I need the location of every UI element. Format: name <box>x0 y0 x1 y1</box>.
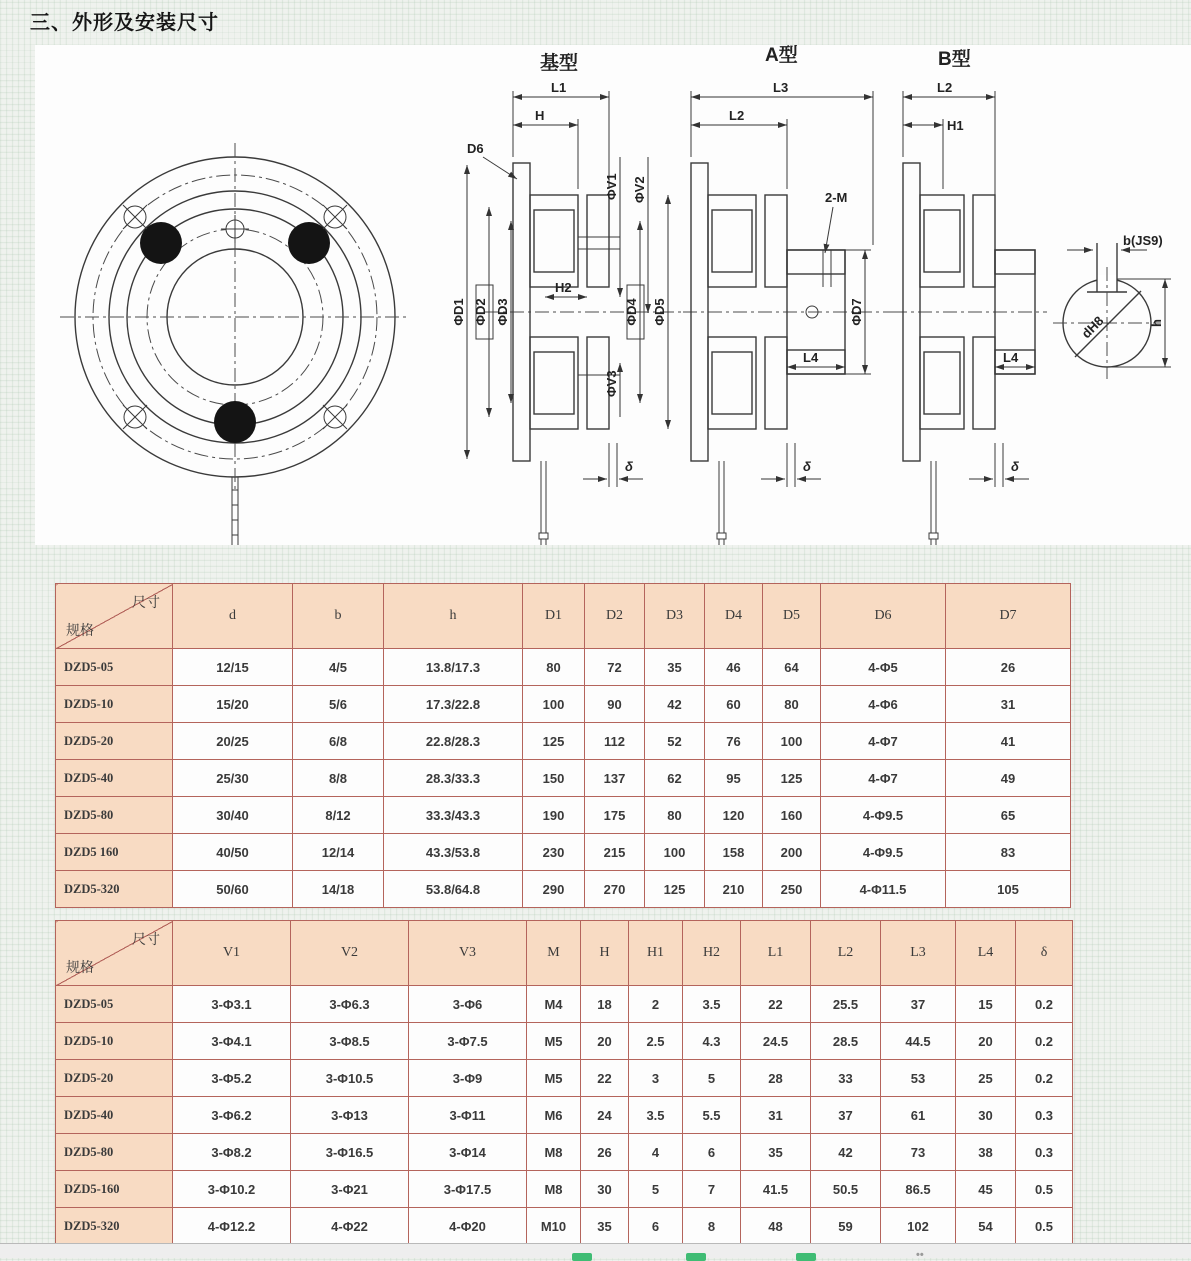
table-row <box>56 1023 1073 1060</box>
dimension-cell: 28.3/33.3 <box>384 760 523 797</box>
row-spec-label: DZD5-160 <box>56 1171 173 1208</box>
dimension-cell: 37 <box>811 1097 881 1134</box>
dimension-cell: 158 <box>705 834 763 871</box>
dimension-cell: 30 <box>956 1097 1016 1134</box>
dimension-cell: 3.5 <box>683 986 741 1023</box>
dim-label-l3: L3 <box>773 80 789 95</box>
column-header: L4 <box>956 921 1016 986</box>
dimension-cell: 230 <box>523 834 585 871</box>
column-header: V2 <box>291 921 409 986</box>
dimension-cell: 54 <box>956 1208 1016 1245</box>
dimension-cell: M10 <box>527 1208 581 1245</box>
row-spec-label: DZD5-320 <box>56 871 173 908</box>
dimension-cell: 0.5 <box>1016 1208 1073 1245</box>
dimension-cell: 4-Φ7 <box>821 723 946 760</box>
footer-bar <box>0 1243 1191 1261</box>
dim-label-v1: ΦV1 <box>604 173 619 200</box>
dim-label-key-d: dH8 <box>1078 313 1107 342</box>
dimension-cell: 20 <box>581 1023 629 1060</box>
a-type-view <box>683 45 893 545</box>
table2-corner-cell <box>56 921 173 986</box>
dimension-cell: 3-Φ6 <box>409 986 527 1023</box>
dimension-cell: 3-Φ10.2 <box>173 1171 291 1208</box>
row-spec-label: DZD5-05 <box>56 649 173 686</box>
dimension-cell: 112 <box>585 723 645 760</box>
dimension-cell: 100 <box>763 723 821 760</box>
dim-label-d6: D6 <box>467 141 484 156</box>
dimension-cell: 40/50 <box>173 834 293 871</box>
dimension-cell: M8 <box>527 1171 581 1208</box>
column-header: L2 <box>811 921 881 986</box>
dim-label-h1: H1 <box>947 118 964 133</box>
table-row <box>56 649 1071 686</box>
dimension-cell: 0.5 <box>1016 1171 1073 1208</box>
dimension-cell: 200 <box>763 834 821 871</box>
dim-label-delta: δ <box>625 459 633 474</box>
column-header: D2 <box>585 584 645 649</box>
table2-header-row <box>56 921 1073 986</box>
dimension-cell: 22 <box>581 1060 629 1097</box>
dim-label-h: H <box>535 108 545 123</box>
dimension-cell: 0.2 <box>1016 1060 1073 1097</box>
dimension-cell: 2.5 <box>629 1023 683 1060</box>
row-spec-label: DZD5-80 <box>56 1134 173 1171</box>
dimension-cell: 15 <box>956 986 1016 1023</box>
dimension-cell: 0.3 <box>1016 1134 1073 1171</box>
dim-label-2m: 2-M <box>825 190 848 205</box>
dimension-cell: 33 <box>811 1060 881 1097</box>
dimension-cell: 2 <box>629 986 683 1023</box>
dimension-cell: 13.8/17.3 <box>384 649 523 686</box>
row-spec-label: DZD5 160 <box>56 834 173 871</box>
dimension-cell: 175 <box>585 797 645 834</box>
dimension-cell: 5/6 <box>293 686 384 723</box>
dimension-cell: 50.5 <box>811 1171 881 1208</box>
row-spec-label: DZD5-20 <box>56 1060 173 1097</box>
column-header: D1 <box>523 584 585 649</box>
dimension-cell: 3-Φ3.1 <box>173 986 291 1023</box>
row-spec-label: DZD5-80 <box>56 797 173 834</box>
footer-green-icon-3[interactable] <box>796 1253 816 1261</box>
dimension-cell: 44.5 <box>881 1023 956 1060</box>
column-header: D3 <box>645 584 705 649</box>
dimension-cell: 26 <box>946 649 1071 686</box>
dimension-cell: 15/20 <box>173 686 293 723</box>
table-row <box>56 1060 1073 1097</box>
dimension-cell: 125 <box>763 760 821 797</box>
dimension-cell: 22 <box>741 986 811 1023</box>
dimension-cell: 4-Φ12.2 <box>173 1208 291 1245</box>
dimension-cell: 4-Φ5 <box>821 649 946 686</box>
dimension-cell: 72 <box>585 649 645 686</box>
dimension-cell: 0.2 <box>1016 1023 1073 1060</box>
dimension-cell: 3-Φ8.5 <box>291 1023 409 1060</box>
dimension-cell: M5 <box>527 1060 581 1097</box>
dimension-cell: 6/8 <box>293 723 384 760</box>
dimension-cell: 80 <box>763 686 821 723</box>
dimension-cell: 105 <box>946 871 1071 908</box>
dim-label-l4-a: L4 <box>803 350 819 365</box>
column-header: D6 <box>821 584 946 649</box>
dimension-cell: 150 <box>523 760 585 797</box>
dimension-cell: 18 <box>581 986 629 1023</box>
dimension-cell: 52 <box>645 723 705 760</box>
dimension-cell: 17.3/22.8 <box>384 686 523 723</box>
dimension-cell: 100 <box>523 686 585 723</box>
table-row <box>56 871 1071 908</box>
column-header: h <box>384 584 523 649</box>
view-title-a: A型 <box>765 45 798 66</box>
dim-label-l4-b: L4 <box>1003 350 1019 365</box>
dimension-cell: 3-Φ7.5 <box>409 1023 527 1060</box>
dimension-cell: 5 <box>629 1171 683 1208</box>
table-row <box>56 1171 1073 1208</box>
corner-label-size: 尺寸 <box>132 594 160 610</box>
dimension-cell: 3-Φ16.5 <box>291 1134 409 1171</box>
dimension-cell: 120 <box>705 797 763 834</box>
dimension-cell: 80 <box>523 649 585 686</box>
row-spec-label: DZD5-40 <box>56 760 173 797</box>
view-title-base: 基型 <box>540 53 579 74</box>
dimension-cell: 42 <box>811 1134 881 1171</box>
base-type-view <box>451 51 687 545</box>
dimension-cell: 4-Φ22 <box>291 1208 409 1245</box>
dimension-cell: 30/40 <box>173 797 293 834</box>
dimension-cell: 3-Φ17.5 <box>409 1171 527 1208</box>
dimension-cell: 8/12 <box>293 797 384 834</box>
dimension-cell: 5.5 <box>683 1097 741 1134</box>
dimension-cell: 3-Φ10.5 <box>291 1060 409 1097</box>
dimension-cell: 12/15 <box>173 649 293 686</box>
dimension-cell: 24 <box>581 1097 629 1134</box>
dim-label-l2-a: L2 <box>729 108 745 123</box>
dimension-cell: 210 <box>705 871 763 908</box>
dimension-cell: 6 <box>683 1134 741 1171</box>
column-header: L1 <box>741 921 811 986</box>
table1-corner-cell <box>56 584 173 649</box>
keyway-detail <box>1053 233 1171 379</box>
dimension-cell: 4-Φ9.5 <box>821 834 946 871</box>
column-header: D4 <box>705 584 763 649</box>
row-spec-label: DZD5-40 <box>56 1097 173 1134</box>
dimension-cell: 76 <box>705 723 763 760</box>
footer-green-icon-2[interactable] <box>686 1253 706 1261</box>
dimension-cell: 5 <box>683 1060 741 1097</box>
column-header: D7 <box>946 584 1071 649</box>
table-row <box>56 686 1071 723</box>
dimension-cell: 3-Φ21 <box>291 1171 409 1208</box>
column-header: d <box>173 584 293 649</box>
dim-label-key-h: h <box>1149 319 1164 327</box>
dim-label-d1: ΦD1 <box>451 298 466 326</box>
dim-label-d4: ΦD4 <box>624 298 639 326</box>
dimension-cell: 190 <box>523 797 585 834</box>
table-row <box>56 1134 1073 1171</box>
dim-label-h2: H2 <box>555 280 572 295</box>
table-row <box>56 834 1071 871</box>
column-header: H <box>581 921 629 986</box>
dimension-cell: 3-Φ5.2 <box>173 1060 291 1097</box>
dimension-cell: 3.5 <box>629 1097 683 1134</box>
dimension-cell: 41 <box>946 723 1071 760</box>
dimension-cell: 45 <box>956 1171 1016 1208</box>
dim-label-d3: ΦD3 <box>495 298 510 326</box>
dimension-cell: 53 <box>881 1060 956 1097</box>
dimension-cell: 215 <box>585 834 645 871</box>
dimension-cell: 28 <box>741 1060 811 1097</box>
dimension-cell: 30 <box>581 1171 629 1208</box>
dimension-cell: M4 <box>527 986 581 1023</box>
table-row <box>56 797 1071 834</box>
dimension-cell: 95 <box>705 760 763 797</box>
dimension-cell: 4.3 <box>683 1023 741 1060</box>
dimension-cell: 270 <box>585 871 645 908</box>
technical-drawing-panel <box>35 45 1191 545</box>
dimension-cell: 8/8 <box>293 760 384 797</box>
dim-label-delta-b: δ <box>1011 459 1019 474</box>
dimension-cell: 4-Φ20 <box>409 1208 527 1245</box>
technical-drawing <box>35 45 1191 545</box>
dimension-cell: 73 <box>881 1134 956 1171</box>
dimension-cell: 22.8/28.3 <box>384 723 523 760</box>
corner-label-spec: 规格 <box>66 959 94 975</box>
table-row <box>56 723 1071 760</box>
b-type-view <box>893 47 1047 545</box>
dimension-cell: 64 <box>763 649 821 686</box>
dimension-cell: 28.5 <box>811 1023 881 1060</box>
dimension-cell: 4-Φ6 <box>821 686 946 723</box>
dimension-cell: 102 <box>881 1208 956 1245</box>
dimension-cell: 3-Φ4.1 <box>173 1023 291 1060</box>
dimension-cell: M5 <box>527 1023 581 1060</box>
dimension-cell: 4/5 <box>293 649 384 686</box>
row-spec-label: DZD5-10 <box>56 1023 173 1060</box>
dimension-cell: 60 <box>705 686 763 723</box>
dim-label-l1: L1 <box>551 80 567 95</box>
front-view <box>60 143 410 545</box>
table-row <box>56 1097 1073 1134</box>
mount-hole <box>214 401 256 443</box>
dimension-cell: 7 <box>683 1171 741 1208</box>
dimension-cell: 25/30 <box>173 760 293 797</box>
dimension-cell: 100 <box>645 834 705 871</box>
dimension-cell: 8 <box>683 1208 741 1245</box>
table-row <box>56 986 1073 1023</box>
dim-label-d5: ΦD5 <box>652 298 667 326</box>
dim-label-key-b: b(JS9) <box>1123 233 1163 248</box>
dimension-cell: 46 <box>705 649 763 686</box>
dimension-cell: 4-Φ11.5 <box>821 871 946 908</box>
dimension-cell: 14/18 <box>293 871 384 908</box>
column-header: b <box>293 584 384 649</box>
dimension-cell: 250 <box>763 871 821 908</box>
dimension-cell: 0.2 <box>1016 986 1073 1023</box>
dimension-cell: 3 <box>629 1060 683 1097</box>
footer-green-icon-1[interactable] <box>572 1253 592 1261</box>
dim-label-l2-b: L2 <box>937 80 953 95</box>
dimension-cell: 12/14 <box>293 834 384 871</box>
dim-label-d2: ΦD2 <box>473 298 488 326</box>
dimension-cell: 137 <box>585 760 645 797</box>
dimension-cell: 290 <box>523 871 585 908</box>
column-header: δ <box>1016 921 1073 986</box>
dimension-cell: 86.5 <box>881 1171 956 1208</box>
dimension-cell: 42 <box>645 686 705 723</box>
dimension-cell: 4-Φ7 <box>821 760 946 797</box>
table1-header-row <box>56 584 1071 649</box>
top-screw-hole <box>221 215 249 243</box>
dimension-cell: 3-Φ9 <box>409 1060 527 1097</box>
dimension-cell: 24.5 <box>741 1023 811 1060</box>
dimension-cell: 3-Φ13 <box>291 1097 409 1134</box>
dimension-cell: 61 <box>881 1097 956 1134</box>
dimension-cell: 90 <box>585 686 645 723</box>
dimension-cell: 125 <box>523 723 585 760</box>
corner-label-spec: 规格 <box>66 622 94 638</box>
dimension-cell: 35 <box>741 1134 811 1171</box>
dimension-cell: 53.8/64.8 <box>384 871 523 908</box>
table-row <box>56 1208 1073 1245</box>
dimension-cell: 83 <box>946 834 1071 871</box>
page-title: 三、外形及安装尺寸 <box>30 12 219 34</box>
dim-label-delta-a: δ <box>803 459 811 474</box>
dimension-cell: 35 <box>581 1208 629 1245</box>
dimension-table-1 <box>55 583 1071 908</box>
dimension-cell: 125 <box>645 871 705 908</box>
column-header: L3 <box>881 921 956 986</box>
dimension-cell: 20/25 <box>173 723 293 760</box>
dimension-cell: 6 <box>629 1208 683 1245</box>
row-spec-label: DZD5-320 <box>56 1208 173 1245</box>
dimension-cell: 43.3/53.8 <box>384 834 523 871</box>
dimension-cell: 26 <box>581 1134 629 1171</box>
dimension-cell: 37 <box>881 986 956 1023</box>
dim-label-d7: ΦD7 <box>849 298 864 326</box>
row-spec-label: DZD5-05 <box>56 986 173 1023</box>
dimension-cell: 3-Φ14 <box>409 1134 527 1171</box>
dimension-cell: 62 <box>645 760 705 797</box>
dimension-table-2 <box>55 920 1073 1245</box>
dimension-cell: M8 <box>527 1134 581 1171</box>
dimension-cell: 20 <box>956 1023 1016 1060</box>
column-header: H1 <box>629 921 683 986</box>
dimension-cell: 3-Φ11 <box>409 1097 527 1134</box>
dimension-cell: 41.5 <box>741 1171 811 1208</box>
column-header: V3 <box>409 921 527 986</box>
dim-label-v3: ΦV3 <box>604 370 619 397</box>
dimension-cell: 59 <box>811 1208 881 1245</box>
dimension-cell: 4 <box>629 1134 683 1171</box>
dimension-cell: 65 <box>946 797 1071 834</box>
column-header: H2 <box>683 921 741 986</box>
dimension-cell: 4-Φ9.5 <box>821 797 946 834</box>
dimension-cell: 38 <box>956 1134 1016 1171</box>
column-header: M <box>527 921 581 986</box>
dimension-cell: 50/60 <box>173 871 293 908</box>
dimension-cell: 80 <box>645 797 705 834</box>
dimension-cell: 31 <box>741 1097 811 1134</box>
dimension-cell: 3-Φ6.2 <box>173 1097 291 1134</box>
column-header: V1 <box>173 921 291 986</box>
table-row <box>56 760 1071 797</box>
dimension-cell: 0.3 <box>1016 1097 1073 1134</box>
dimension-cell: 25 <box>956 1060 1016 1097</box>
dimension-cell: 33.3/43.3 <box>384 797 523 834</box>
row-spec-label: DZD5-20 <box>56 723 173 760</box>
dimension-cell: 48 <box>741 1208 811 1245</box>
footer-dots-icon[interactable]: •• <box>916 1249 924 1261</box>
corner-label-size: 尺寸 <box>132 931 160 947</box>
dimension-cell: 35 <box>645 649 705 686</box>
dimension-cell: 25.5 <box>811 986 881 1023</box>
dimension-cell: 31 <box>946 686 1071 723</box>
dimension-cell: 160 <box>763 797 821 834</box>
view-title-b: B型 <box>938 49 971 70</box>
dimension-cell: 3-Φ6.3 <box>291 986 409 1023</box>
dimension-cell: 3-Φ8.2 <box>173 1134 291 1171</box>
dimension-cell: M6 <box>527 1097 581 1134</box>
column-header: D5 <box>763 584 821 649</box>
dim-label-v2: ΦV2 <box>632 176 647 203</box>
row-spec-label: DZD5-10 <box>56 686 173 723</box>
dimension-cell: 49 <box>946 760 1071 797</box>
